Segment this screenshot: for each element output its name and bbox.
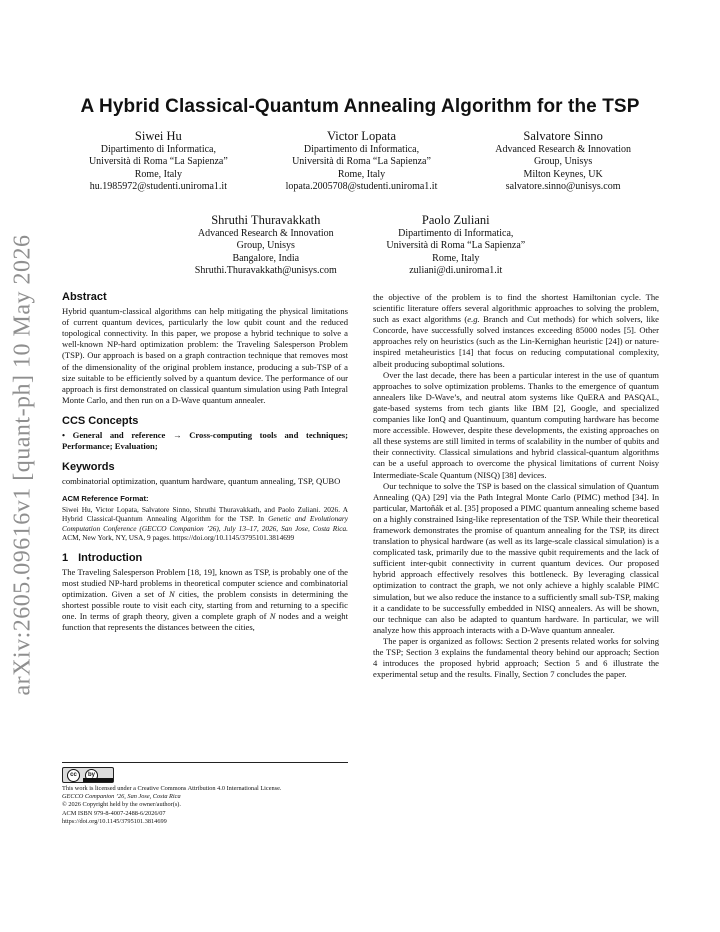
author-row-2 <box>170 212 550 278</box>
doi-link[interactable]: https://doi.org/10.1145/3795101.3814699 <box>62 817 167 825</box>
by-attribution-icon: by <box>85 769 98 782</box>
keywords-text: combinatorial optimization, quantum hardware, quantum annealing, TSP, QUBO <box>62 476 341 487</box>
body-paragraph: Over the last decade, there has been a particular interest in the use of quantum approaches to solve optimization problems. Thanks to the emergence of quantum annealers like D-Wave’s, and neutral atom systems like QuERA and PASQAL, gate-based systems from tech giants like IBM [2], Google, and specialized companies like IonQ and Quantinuum, quantum computing hardware has become more accessible. However, despite these developments, the existing approaches on all these systems are still limited in terms of scalability in the number of qubits and their connectivity. Classical simulations and hybrid classical-quantum algorithms can be a useful approach to overcome the physical limitations of current Noisy Intermediate-Scale Quantum (NISQ) [38] devices. <box>373 369 659 480</box>
footer-divider <box>62 762 348 763</box>
author-affiliation: Dipartimento di Informatica, <box>398 228 514 239</box>
acm-reference-text <box>62 505 348 543</box>
author-email[interactable]: salvatore.sinno@unisys.com <box>505 181 621 193</box>
body-paragraph <box>373 292 659 370</box>
author-block <box>286 128 438 194</box>
author-name: Shruthi Thuravakkath <box>211 213 321 227</box>
body-text-part: the objective of the problem is to find the shortest Hamiltonian cycle. The scientific literature offers several algorithmic approaches to solving the problem, such as exact algorithms ( <box>373 292 659 325</box>
author-block <box>195 212 337 278</box>
cc-icon: cc <box>67 769 80 782</box>
intro-text-part: cities, the problem consists in determining the shortest possible route to visit each city, starting from and returning to a specific one. In terms of graph theory, given a complete graph of <box>62 589 348 622</box>
author-affiliation: Dipartimento di Informatica, <box>100 144 216 155</box>
author-affiliation: Università di Roma “La Sapienza” <box>88 156 228 168</box>
author-location: Milton Keynes, UK <box>523 168 603 180</box>
author-email[interactable]: hu.1985972@studenti.uniroma1.it <box>89 181 227 193</box>
author-affiliation: Università di Roma “La Sapienza” <box>292 156 431 168</box>
author-email[interactable]: Shruthi.Thuravakkath@unisys.com <box>194 265 337 277</box>
author-location: Rome, Italy <box>432 252 480 264</box>
body-paragraph: The paper is organized as follows: Section 2 presents related works for solving the TSP; Section 3 explains the fundamental theory behind our approach; Section 4 introduces the proposed hybrid approach; Section 5 and 6 illustrate the experimental setup and the results. Finally, Section 7 concludes the paper. <box>373 635 659 680</box>
author-row-1 <box>60 128 660 194</box>
conference-line: GECCO Companion ’26, San Jose, Costa Rica <box>62 793 181 801</box>
math-variable-n: N <box>269 611 276 622</box>
acm-reference-rest[interactable]: ACM, New York, NY, USA, 9 pages. https://doi.org/10.1145/3795101.3814699 <box>62 533 295 543</box>
author-location: Rome, Italy <box>134 168 182 180</box>
keywords-heading: Keywords <box>62 461 115 474</box>
arxiv-identifier-sidebar <box>8 230 38 700</box>
author-affiliation: Advanced Research & Innovation <box>495 144 632 155</box>
author-block <box>495 128 631 194</box>
author-affiliation: Group, Unisys <box>533 156 593 168</box>
section-number: 1 <box>62 551 69 564</box>
author-affiliation: Dipartimento di Informatica, <box>303 144 420 155</box>
intro-text-part: The Traveling Salesperson Problem [18, 19], known as TSP, is probably one of the most studied NP-hard problems in theoretical computer science and combinatorial optimization. Given a set of <box>62 566 348 600</box>
left-column <box>62 292 348 634</box>
author-name: Paolo Zuliani <box>421 213 490 227</box>
acm-reference-authors: Siwei Hu, Victor Lopata, Salvatore Sinno, Shruthi Thuravakkath, and Paolo Zuliani. 2026. A Hybrid Classical-Quantum Annealing Algorithm for the TSP. In <box>62 504 348 524</box>
author-affiliation: Group, Unisys <box>236 240 295 252</box>
introduction-paragraph <box>62 567 348 634</box>
math-variable-n: N <box>169 589 175 600</box>
author-name: Siwei Hu <box>134 129 182 143</box>
author-affiliation: Università di Roma “La Sapienza” <box>386 240 526 252</box>
author-location: Bangalore, India <box>232 252 300 264</box>
author-name: Salvatore Sinno <box>523 129 603 143</box>
creative-commons-badge[interactable] <box>62 767 114 783</box>
paper-title: A Hybrid Classical-Quantum Annealing Algorithm for the TSP <box>80 96 640 117</box>
copyright-line: © 2026 Copyright held by the owner/author(s). <box>62 801 181 809</box>
acm-reference-heading: ACM Reference Format: <box>62 494 149 504</box>
arxiv-identifier-text: arXiv:2605.09616v1 [quant-ph] 10 May 2026 <box>9 234 36 696</box>
body-text-italic: e.g. <box>467 314 480 325</box>
right-column <box>373 292 659 680</box>
author-location: Rome, Italy <box>337 168 386 180</box>
introduction-heading <box>62 553 348 564</box>
ccs-text: • General and reference → Cross-computing tools and techniques; Performance; Evaluation; <box>62 430 348 452</box>
author-email[interactable]: lopata.2005708@studenti.uniroma1.it <box>285 181 438 193</box>
license-line: This work is licensed under a Creative Commons Attribution 4.0 International License. <box>62 785 282 792</box>
section-title: Introduction <box>78 551 143 564</box>
author-block <box>89 128 228 194</box>
badge-strip <box>83 778 113 782</box>
abstract-heading: Abstract <box>62 291 107 303</box>
acm-reference-venue: Genetic and Evolutionary Computation Conference (GECCO Companion ’26), July 13–17, 2026, San Jose, Costa Rica. <box>62 514 348 533</box>
abstract-text: Hybrid quantum-classical algorithms can help mitigating the physical limitations of current quantum devices, particularly the low qubit count and the reduced topological connectivity. In this paper, we propose a hybrid technique to solve a well-known NP-hard optimization problem: the Traveling Salesperson Problem (TSP). Our approach is based on a graph contraction technique that removes most of the dimensionality of the original problem instance, producing a sub-TSP of a size suitable to be efficiently solved by a quantum device. The performance of our approach is first demonstrated on classical quantum simulation using Path Integral Monte Carlo, and then run on a D-Wave quantum annealer. <box>62 306 348 405</box>
body-paragraph: Our technique to solve the TSP is based on the classical simulation of Quantum Annealing (QA) [29] via the Path Integral Monte Carlo (PIMC) method [34]. In particular, Martoňák et al. [35] proposed a PIMC quantum annealing scheme based on a highly constrained Ising-like representation of the TSP. While their theoretical framework demonstrates the promise of quantum annealing for the TSP, its direct translation to physical hardware (as well as its large-scale classical simulation) is a complicated task, primarily due to the massive qubit requirements and the lack of sufficient inter-qubit connectivity in current quantum devices. Our proposed hybrid approach effectively resolves this bottleneck. By leveraging classical optimization to contract the graph, we not only achieve a highly scalable PIMC simulation, but we also reduce the instance to a sufficiently small sub-TSP, making it a candidate to be successfully embedded in NISQ annealers. As will be shown, our technique can also be adapted to quantum hardware. In particular, we will analyze how this approach interacts with a D-Wave quantum annealer. <box>373 480 659 635</box>
author-affiliation: Advanced Research & Innovation <box>197 228 334 239</box>
isbn-line: ACM ISBN 979-8-4007-2488-6/2026/07 <box>62 809 166 817</box>
intro-text-part: nodes and a weight function that represents the distances between the cities, <box>62 611 348 633</box>
body-text-part: Branch and Cut methods) for which solvers, like Concorde, have successfully solved instances exceeding 85000 nodes [5]. Other approaches rely on heuristics (such as the Lin-Kernighan heuristic [24]) or nature-inspired metaheuristics [14] that focus on reducing computational complexity, albeit producing suboptimal solutions. <box>373 314 659 369</box>
author-email[interactable]: zuliani@di.uniroma1.it <box>409 265 503 277</box>
author-name: Victor Lopata <box>327 129 397 143</box>
license-footer <box>62 785 352 826</box>
ccs-heading: CCS Concepts <box>62 414 139 427</box>
author-block <box>386 212 525 278</box>
